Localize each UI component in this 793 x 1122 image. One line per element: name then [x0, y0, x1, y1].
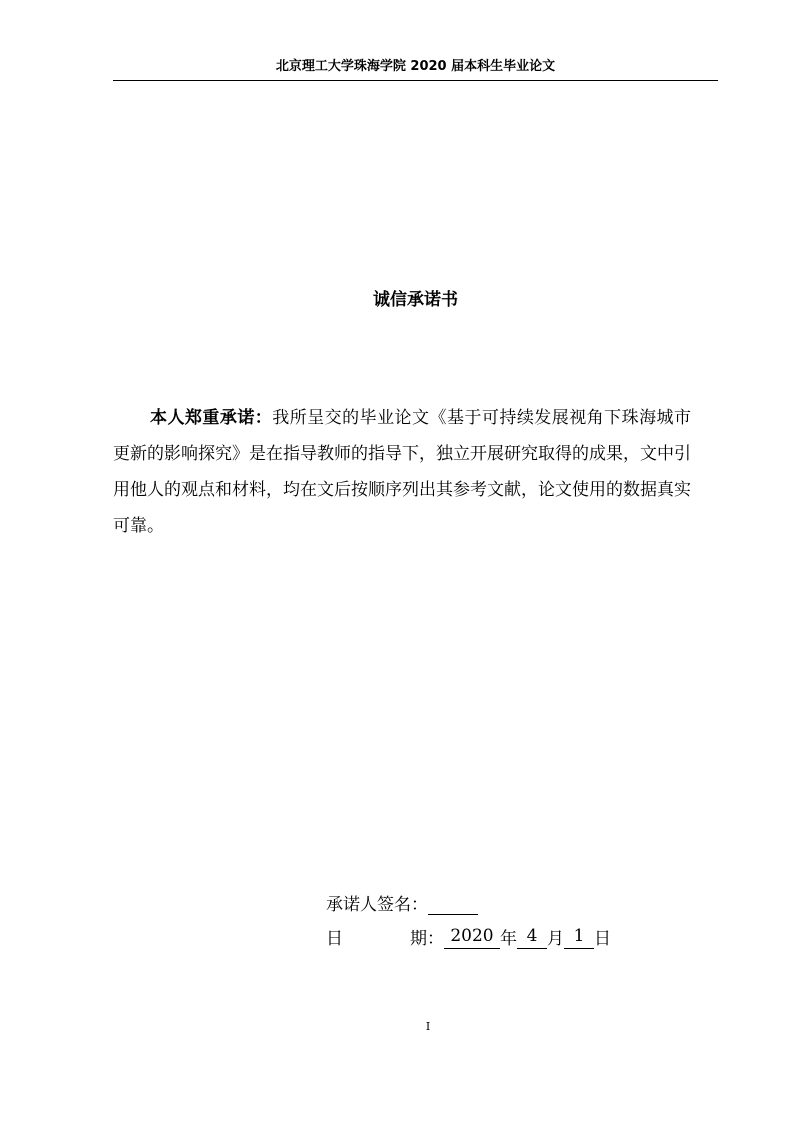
date-month-field: 4 [517, 926, 547, 949]
date-row [326, 924, 611, 949]
page-header: 北京理工大学珠海学院 2020 届本科生毕业论文 [275, 59, 556, 74]
statement-body: 我所呈交的毕业论文《基于可持续发展视角下珠海城市更新的影响探究》是在指导教师的指导下，独立开展研究取得的成果，文中引用他人的观点和材料，均在文后按顺序列出其参考文献，论文使用的数据真实可靠。 [113, 408, 692, 536]
date-month-unit: 月 [547, 929, 564, 949]
header-divider [113, 80, 718, 81]
date-year-field: 2020 [444, 926, 500, 949]
date-label-char-2: 期： [410, 929, 444, 949]
page-title: 诚信承诺书 [373, 290, 458, 310]
integrity-statement [113, 400, 691, 544]
date-day-field: 1 [564, 926, 594, 949]
date-year-unit: 年 [500, 929, 517, 949]
date-label-char-1: 日 [326, 929, 343, 949]
signature-field [428, 892, 478, 915]
statement-lead: 本人郑重承诺： [150, 408, 273, 428]
date-day-unit: 日 [594, 929, 611, 949]
signature-label: 承诺人签名： [326, 895, 428, 915]
page-number: I [425, 1020, 431, 1033]
signature-row [326, 890, 478, 915]
